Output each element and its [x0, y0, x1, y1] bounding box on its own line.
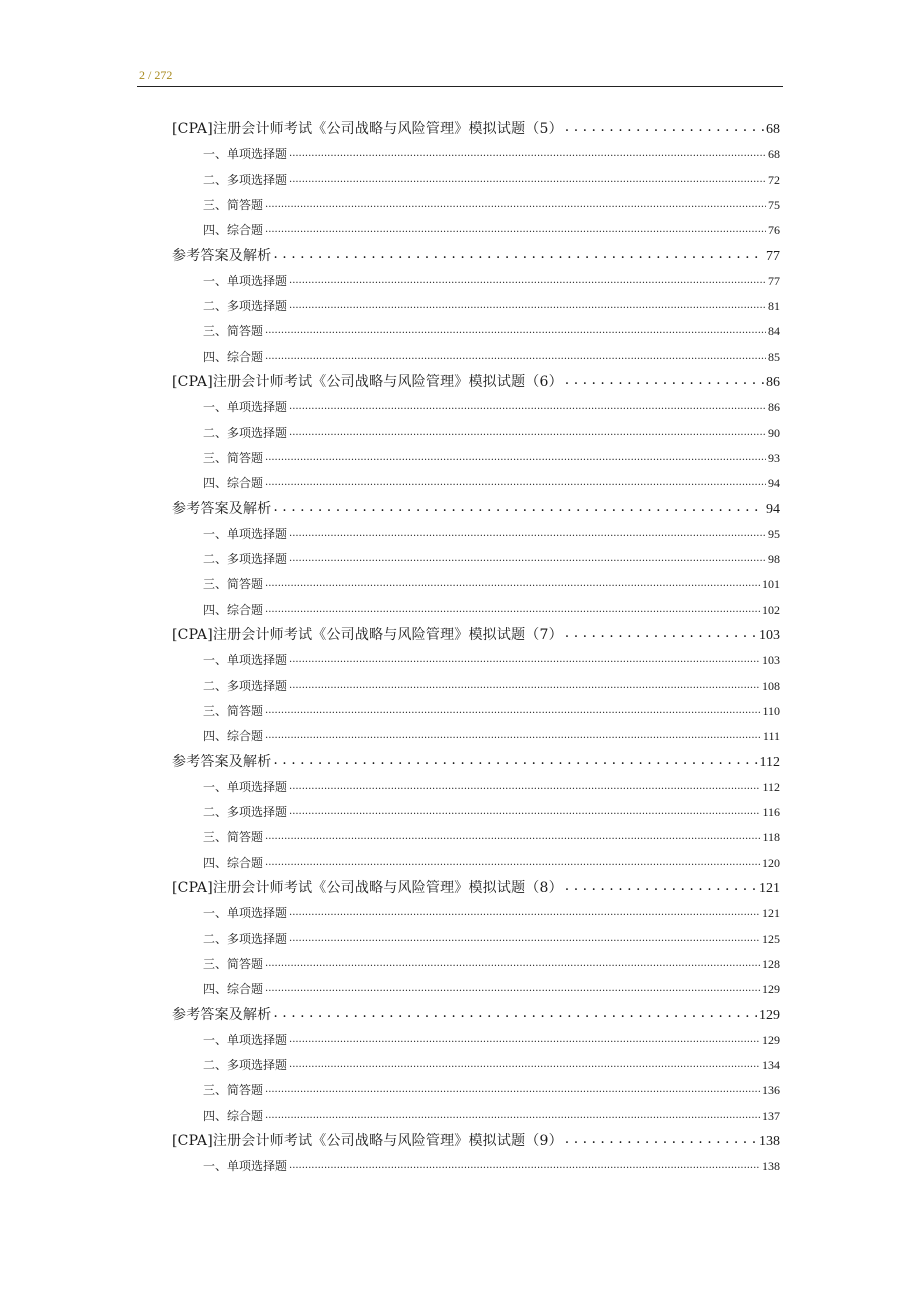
toc-subsection-entry[interactable]: [203, 828, 780, 846]
toc-entry-page-number: 90: [768, 425, 780, 440]
toc-entry-title: 三、简答题: [203, 577, 264, 592]
toc-entry-page-number: 108: [762, 678, 780, 693]
toc-entry-page-number: 129: [759, 1007, 780, 1023]
toc-subsection-entry[interactable]: [203, 525, 780, 543]
toc-entry-title: 三、简答题: [203, 956, 264, 971]
toc-subsection-entry[interactable]: [203, 727, 780, 745]
toc-entry-page-number: 111: [762, 729, 780, 744]
toc-entry-page-number: 77: [766, 248, 780, 264]
toc-entry-page-number: 121: [762, 906, 780, 921]
toc-dot-leader: [289, 425, 766, 437]
toc-entry-title: 参考答案及解析: [172, 753, 272, 770]
toc-entry-title: 一、单项选择题: [203, 906, 288, 921]
toc-subsection-entry[interactable]: [203, 651, 780, 669]
toc-entry-title: 二、多项选择题: [203, 678, 288, 693]
toc-entry-title: [CPA]注册会计师考试《公司战略与风险管理》模拟试题（9）: [172, 1133, 563, 1149]
toc-dot-leader: [289, 146, 766, 158]
page-header: [137, 66, 783, 87]
toc-entry-page-number: 129: [762, 982, 780, 997]
toc-section-entry[interactable]: [172, 371, 780, 391]
toc-entry-title: 二、多项选择题: [203, 172, 288, 187]
toc-subsection-entry[interactable]: [203, 1031, 780, 1049]
toc-entry-page-number: 76: [768, 223, 780, 238]
toc-entry-title: 二、多项选择题: [203, 552, 288, 567]
toc-section-entry[interactable]: [172, 498, 780, 518]
toc-dot-leader: [289, 1032, 760, 1044]
toc-entry-title: 二、多项选择题: [203, 299, 288, 314]
toc-subsection-entry[interactable]: [203, 904, 780, 922]
toc-dot-leader: [289, 678, 760, 690]
toc-entry-title: 四、综合题: [203, 855, 264, 870]
toc-dot-leader: [565, 372, 764, 386]
toc-subsection-entry[interactable]: [203, 424, 780, 442]
toc-dot-leader: [265, 602, 760, 614]
toc-entry-title: 三、简答题: [203, 703, 264, 718]
toc-entry-title: [CPA]注册会计师考试《公司战略与风险管理》模拟试题（7）: [172, 627, 563, 643]
toc-entry-page-number: 134: [762, 1058, 780, 1073]
toc-dot-leader: [265, 981, 760, 993]
toc-entry-title: 一、单项选择题: [203, 526, 288, 541]
toc-dot-leader: [565, 625, 757, 639]
toc-dot-leader: [265, 222, 766, 234]
toc-entry-page-number: 112: [762, 779, 780, 794]
toc-subsection-entry[interactable]: [203, 980, 780, 998]
toc-entry-title: [CPA]注册会计师考试《公司战略与风险管理》模拟试题（6）: [172, 374, 563, 390]
toc-dot-leader: [289, 551, 766, 563]
toc-dot-leader: [273, 499, 764, 513]
toc-entry-title: 一、单项选择题: [203, 147, 288, 162]
toc-subsection-entry[interactable]: [203, 348, 780, 366]
toc-dot-leader: [265, 829, 760, 841]
toc-dot-leader: [289, 779, 760, 791]
toc-entry-page-number: 116: [762, 805, 780, 820]
toc-entry-page-number: 98: [768, 552, 780, 567]
toc-dot-leader: [265, 450, 766, 462]
toc-entry-title: 一、单项选择题: [203, 273, 288, 288]
toc-dot-leader: [265, 197, 766, 209]
toc-subsection-entry[interactable]: [203, 575, 780, 593]
toc-entry-title: 二、多项选择题: [203, 425, 288, 440]
toc-dot-leader: [265, 576, 760, 588]
toc-entry-page-number: 136: [762, 1083, 780, 1098]
toc-entry-page-number: 129: [762, 1032, 780, 1047]
toc-dot-leader: [289, 273, 766, 285]
toc-dot-leader: [265, 475, 766, 487]
toc-subsection-entry[interactable]: [203, 297, 780, 315]
toc-dot-leader: [289, 298, 766, 310]
toc-subsection-entry[interactable]: [203, 702, 780, 720]
toc-dot-leader: [265, 323, 766, 335]
toc-dot-leader: [289, 905, 760, 917]
toc-entry-page-number: 112: [759, 754, 780, 770]
toc-subsection-entry[interactable]: [203, 322, 780, 340]
toc-subsection-entry[interactable]: [203, 677, 780, 695]
toc-subsection-entry[interactable]: [203, 171, 780, 189]
toc-section-entry[interactable]: [172, 751, 780, 771]
toc-dot-leader: [265, 703, 760, 715]
toc-section-entry[interactable]: [172, 877, 780, 897]
toc-dot-leader: [565, 1131, 757, 1145]
toc-entry-title: 一、单项选择题: [203, 1032, 288, 1047]
toc-dot-leader: [289, 399, 766, 411]
toc-subsection-entry[interactable]: [203, 1056, 780, 1074]
toc-section-entry[interactable]: [172, 118, 780, 138]
toc-dot-leader: [265, 728, 761, 740]
toc-entry-title: 四、综合题: [203, 223, 264, 238]
toc-subsection-entry[interactable]: [203, 930, 780, 948]
toc-entry-title: 四、综合题: [203, 476, 264, 491]
toc-entry-title: 二、多项选择题: [203, 1058, 288, 1073]
toc-section-entry[interactable]: [172, 1004, 780, 1024]
toc-dot-leader: [265, 1082, 760, 1094]
toc-subsection-entry[interactable]: [203, 854, 780, 872]
toc-dot-leader: [289, 931, 760, 943]
toc-subsection-entry[interactable]: [203, 601, 780, 619]
toc-subsection-entry[interactable]: [203, 803, 780, 821]
toc-entry-title: [CPA]注册会计师考试《公司战略与风险管理》模拟试题（5）: [172, 121, 563, 137]
toc-dot-leader: [289, 172, 766, 184]
toc-dot-leader: [265, 855, 760, 867]
toc-dot-leader: [565, 119, 764, 133]
toc-subsection-entry[interactable]: [203, 196, 780, 214]
toc-entry-page-number: 95: [768, 526, 780, 541]
toc-subsection-entry[interactable]: [203, 474, 780, 492]
toc-subsection-entry[interactable]: [203, 550, 780, 568]
toc-entry-page-number: 118: [762, 830, 780, 845]
toc-dot-leader: [289, 1057, 760, 1069]
toc-entry-title: 参考答案及解析: [172, 1006, 272, 1023]
toc-entry-page-number: 72: [768, 172, 780, 187]
toc-subsection-entry[interactable]: [203, 398, 780, 416]
toc-entry-title: 参考答案及解析: [172, 247, 272, 264]
toc-dot-leader: [289, 652, 760, 664]
toc-entry-page-number: 94: [766, 501, 780, 517]
toc-subsection-entry[interactable]: [203, 1107, 780, 1125]
toc-subsection-entry[interactable]: [203, 145, 780, 163]
toc-dot-leader: [289, 526, 766, 538]
toc-subsection-entry[interactable]: [203, 778, 780, 796]
toc-dot-leader: [289, 1158, 760, 1170]
toc-dot-leader: [265, 956, 760, 968]
toc-entry-page-number: 138: [759, 1134, 780, 1149]
toc-dot-leader: [273, 1005, 757, 1019]
toc-entry-page-number: 84: [768, 324, 780, 339]
toc-entry-page-number: 77: [768, 273, 780, 288]
toc-entry-page-number: 125: [762, 931, 780, 946]
toc-dot-leader: [565, 878, 757, 892]
toc-entry-page-number: 85: [768, 349, 780, 364]
toc-entry-page-number: 110: [762, 703, 780, 718]
toc-entry-title: 四、综合题: [203, 1108, 264, 1123]
toc-entry-page-number: 68: [768, 147, 780, 162]
toc-dot-leader: [289, 804, 760, 816]
toc-entry-page-number: 94: [768, 476, 780, 491]
toc-entry-title: 一、单项选择题: [203, 653, 288, 668]
toc-entry-page-number: 102: [762, 602, 780, 617]
toc-subsection-entry[interactable]: [203, 1157, 780, 1175]
toc-entry-title: 四、综合题: [203, 349, 264, 364]
toc-entry-page-number: 93: [768, 450, 780, 465]
toc-entry-page-number: 81: [768, 299, 780, 314]
toc-entry-title: 三、简答题: [203, 197, 264, 212]
toc-dot-leader: [265, 1108, 760, 1120]
toc-entry-page-number: 128: [762, 956, 780, 971]
toc-subsection-entry[interactable]: [203, 272, 780, 290]
toc-entry-title: 四、综合题: [203, 602, 264, 617]
toc-entry-page-number: 68: [766, 122, 780, 137]
toc-entry-page-number: 103: [762, 653, 780, 668]
toc-entry-title: 一、单项选择题: [203, 779, 288, 794]
toc-entry-title: [CPA]注册会计师考试《公司战略与风险管理》模拟试题（8）: [172, 880, 563, 896]
toc-entry-page-number: 86: [768, 400, 780, 415]
toc-section-entry[interactable]: [172, 1130, 780, 1150]
toc-entry-page-number: 120: [762, 855, 780, 870]
toc-entry-title: 一、单项选择题: [203, 1159, 288, 1174]
toc-dot-leader: [273, 246, 764, 260]
toc-subsection-entry[interactable]: [203, 955, 780, 973]
toc-section-entry[interactable]: [172, 624, 780, 644]
toc-entry-title: 二、多项选择题: [203, 805, 288, 820]
toc-subsection-entry[interactable]: [203, 1081, 780, 1099]
toc-entry-title: 二、多项选择题: [203, 931, 288, 946]
toc-entry-page-number: 121: [759, 881, 780, 896]
toc-entry-title: 四、综合题: [203, 729, 264, 744]
toc-subsection-entry[interactable]: [203, 221, 780, 239]
toc-entry-title: 三、简答题: [203, 450, 264, 465]
toc-entry-page-number: 137: [762, 1108, 780, 1123]
toc-dot-leader: [273, 752, 757, 766]
toc-entry-title: 三、简答题: [203, 1083, 264, 1098]
toc-dot-leader: [265, 349, 766, 361]
toc-entry-title: 一、单项选择题: [203, 400, 288, 415]
toc-entry-page-number: 103: [759, 628, 780, 643]
toc-entry-page-number: 138: [762, 1159, 780, 1174]
toc-entry-title: 三、简答题: [203, 324, 264, 339]
page-indicator: 2 / 272: [139, 68, 173, 82]
toc-entry-page-number: 101: [762, 577, 780, 592]
toc-entry-title: 三、简答题: [203, 830, 264, 845]
toc-entry-page-number: 75: [768, 197, 780, 212]
toc-section-entry[interactable]: [172, 245, 780, 265]
toc-entry-title: 参考答案及解析: [172, 500, 272, 517]
toc-entry-title: 四、综合题: [203, 982, 264, 997]
toc-subsection-entry[interactable]: [203, 449, 780, 467]
toc-entry-page-number: 86: [766, 375, 780, 390]
